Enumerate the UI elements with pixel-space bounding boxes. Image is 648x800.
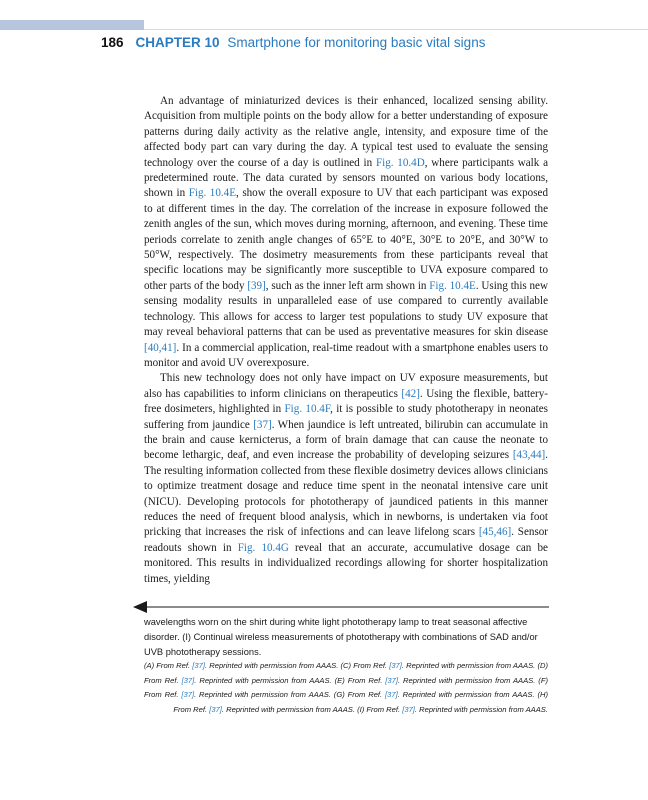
text-run: . In a commercial application, real-time readout with a smartphone enables users to monitor and avoid UV overexposure. xyxy=(144,341,548,369)
figure-credits xyxy=(144,659,548,717)
figure-link[interactable]: Fig. 10.4E xyxy=(188,187,236,200)
citation-link[interactable]: [43,44] xyxy=(512,449,546,462)
body-text xyxy=(144,94,548,587)
text-run: , such as the inner left arm shown in xyxy=(265,279,430,292)
citation-link[interactable]: [37] xyxy=(402,704,415,714)
text-run: . Using the flexible, battery-free dosimeters, highlighted in xyxy=(144,387,548,416)
credit-text: . Reprinted with permission from AAAS. (F) From Ref. xyxy=(144,675,548,699)
citation-link[interactable]: [40,41] xyxy=(144,341,177,354)
text-run: An advantage of miniaturized devices is their enhanced, localized sensing ability. Acquisition from multiple points on the body allow for a better understanding of exposure patterns during daily activity as the relative angle, intensity, and exposure time of the affected body part can vary during the day. A typical test used to evaluate the sensing technology over the course of a day is outlined in xyxy=(144,95,548,169)
credit-text: . Reprinted with permission from AAAS. (H) From Ref. xyxy=(173,690,548,714)
credit-text: . Reprinted with permission from AAAS. (I) From Ref. xyxy=(221,704,403,714)
header-accent-bar xyxy=(0,20,144,30)
citation-link[interactable]: [37] xyxy=(181,690,195,699)
text-run: . The resulting information collected from these flexible dosimetry devices allows clinicians to optimize treatment dosage and reduce time spent in the neonatal intensive care unit (NICU). Developing protocols for phototherapy of jaundiced patients in this manner reduces the need of frequent blood analysis, which in newborns, is undertaken via foot pricking that increases the risk of infections and can leave lifelong scars xyxy=(144,449,548,539)
text-run: . When jaundice is left untreated, bilirubin can accumulate in the brain and cause kernicterus, a form of brain damage that can cause the neonate to become lethargic, deaf, and even increase the probability of developing seizures xyxy=(144,418,548,462)
paragraph-2 xyxy=(144,371,548,587)
chapter-title: Smartphone for monitoring basic vital signs xyxy=(227,35,486,50)
continuation-arrow-icon xyxy=(133,600,549,614)
credit-text: . Reprinted with permission from AAAS. (G) From Ref. xyxy=(194,690,386,699)
citation-link[interactable]: [37] xyxy=(389,661,402,670)
citation-link[interactable]: [39] xyxy=(247,279,266,292)
citation-link[interactable]: [37] xyxy=(385,675,398,685)
credit-text: . Reprinted with permission from AAAS. (E) From Ref. xyxy=(194,675,386,685)
citation-link[interactable]: [37] xyxy=(209,704,222,714)
citation-link[interactable]: [37] xyxy=(385,690,398,699)
citation-link[interactable]: [37] xyxy=(253,418,272,431)
figure-link[interactable]: Fig. 10.4F xyxy=(284,403,331,416)
citation-link[interactable]: [45,46] xyxy=(478,526,512,539)
text-run: This new technology does not only have impact on UV exposure measurements, but also has capabilities to inform clinicians on therapeutics xyxy=(144,372,548,400)
credit-text: . Reprinted with permission from AAAS. xyxy=(414,704,548,714)
paragraph-1 xyxy=(144,94,548,371)
citation-link[interactable]: [37] xyxy=(192,661,205,670)
citation-link[interactable]: [37] xyxy=(181,675,195,685)
text-run: , show the overall exposure to UV that each participant was exposed to at different times in the day. The correlation of the increase in exposure followed the zenith angles of the sun, which moves during morning, afternoon, and evening. These time periods correlate to zenith angle changes of 65°E to 40°E, 30°E to 20°E, and 30°W to 50°W, respectively. The dosimetry measurements from these participants reveal that specific locations may be significantly more susceptible to UVA exposure compared to other parts of the body xyxy=(144,187,548,292)
credit-text: . Reprinted with permission from AAAS. (C) From Ref. xyxy=(204,661,390,670)
page-number: 186 xyxy=(101,35,124,50)
figure-caption: wavelengths worn on the shirt during white light phototherapy lamp to treat seasonal affective disorder. (I) Continual wireless measurements of phototherapy with combinations of SAD and/or UVB phototherapy sessions. xyxy=(144,617,538,657)
text-run: , where participants walk a predetermined route. The data curated by sensors mounted on various body locations, shown in xyxy=(144,156,548,200)
chapter-label: CHAPTER 10 xyxy=(135,35,220,50)
figure-link[interactable]: Fig. 10.4D xyxy=(375,156,425,169)
credit-text: (A) From Ref. xyxy=(144,661,193,670)
header-rule xyxy=(144,29,648,30)
running-header xyxy=(101,35,485,50)
credit-text: . Reprinted with permission from AAAS. (D) From Ref. xyxy=(144,661,548,685)
text-run: , it is possible to study phototherapy in neonates suffering from jaundice xyxy=(144,403,548,431)
text-run: . Using this new sensing modality results in unparalleled ease of use compared to currently available technology. This allows for access to larger test populations to study UV exposure that may reveal behavioral patterns that can be used as preventative measures for skin disease xyxy=(144,279,548,339)
figure-link[interactable]: Fig. 10.4E xyxy=(429,279,476,292)
figure-link[interactable]: Fig. 10.4G xyxy=(237,541,289,554)
text-run: . Sensor readouts shown in xyxy=(144,526,549,554)
citation-link[interactable]: [42] xyxy=(401,387,420,400)
text-run: reveal that an accurate, accumulative dosage can be monitored. This results in individualized recordings allowing for shorter hospitalization times, yielding xyxy=(144,541,548,585)
